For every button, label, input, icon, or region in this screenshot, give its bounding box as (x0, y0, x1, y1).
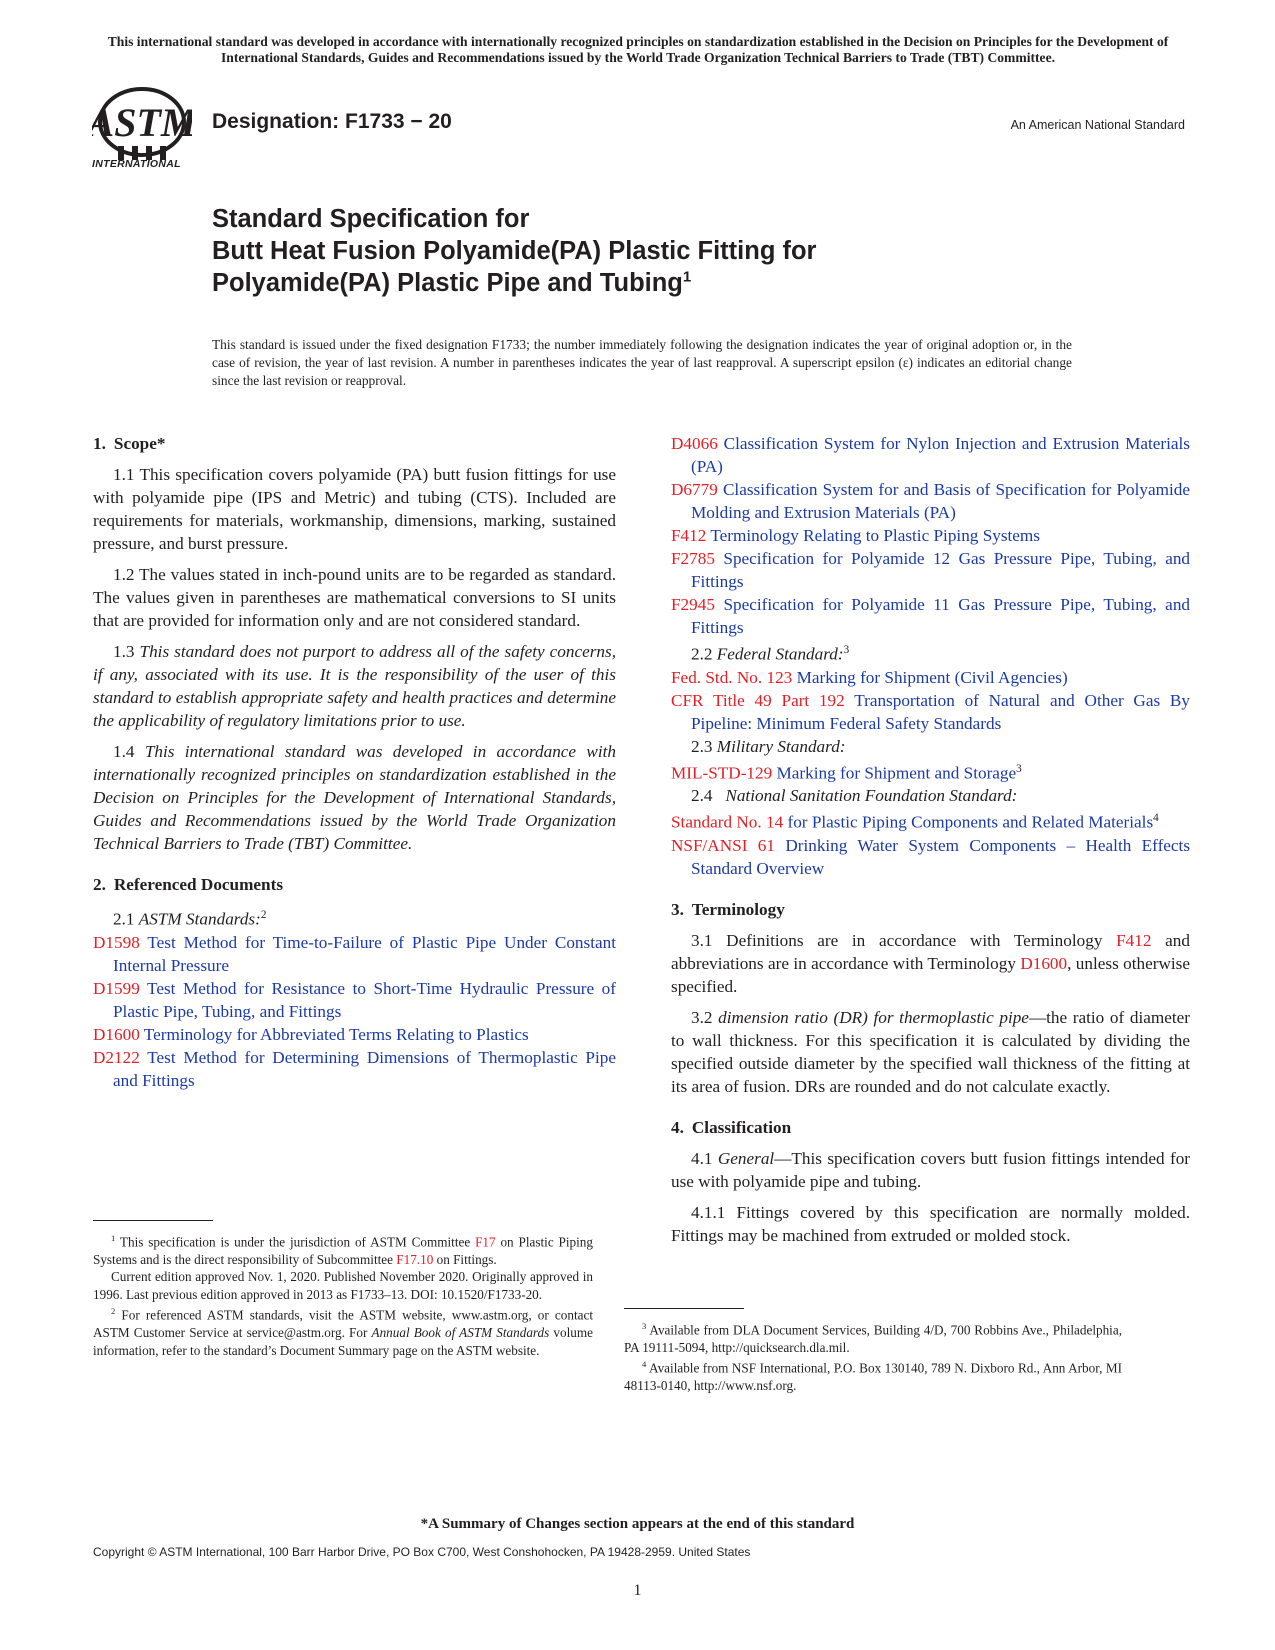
reference-code[interactable]: D6779 (671, 480, 718, 499)
reference-item (671, 432, 1190, 478)
reference-code[interactable]: D4066 (671, 434, 718, 453)
section-heading-refdocs (93, 873, 616, 896)
footnote-ref[interactable]: 4 (1153, 812, 1159, 825)
section-number: 3. (671, 900, 684, 920)
document-title (212, 203, 816, 299)
reference-code[interactable]: D1599 (93, 978, 140, 998)
issued-note: This standard is issued under the fixed designation F1733; the number immediately following the designation indicates the year of original adoption or, in the case of revision, the year of last revision. A number in parentheses indicates the year of last reapproval. A superscript epsilon (ε) indicates an editorial change since the last revision or reapproval. (212, 337, 1072, 388)
footnote-text: Available from DLA Document Services, Building 4/D, 700 Robbins Ave., Philadelphia, PA 19111-5094, http://quicksearch.dla.mil. (624, 1322, 1122, 1355)
footnotes-right (624, 1318, 1122, 1395)
footnote-1-edition: Current edition approved Nov. 1, 2020. Published November 2020. Originally approved in 1996. Last previous edition approved in 2013 as F1733–13. DOI: 10.1520/F1733-20. (93, 1269, 593, 1302)
subcommittee-link[interactable]: F17.10 (396, 1251, 434, 1267)
reference-code[interactable]: F2785 (671, 549, 715, 568)
reference-code[interactable]: D1598 (93, 932, 140, 952)
footnote-italic: Annual Book of ASTM Standards (371, 1325, 550, 1341)
reference-title[interactable]: Specification for Polyamide 11 Gas Pressure Pipe, Tubing, and Fittings (691, 595, 1191, 637)
paragraph-4-1-1: 4.1.1 Fittings covered by this specification are normally molded. Fittings may be machined from extruded or molded stock. (671, 1203, 1190, 1246)
footnote-text: This specification is under the jurisdiction of ASTM Committee (115, 1234, 476, 1250)
reference-item (671, 478, 1190, 524)
footnote-ref[interactable]: 2 (260, 909, 267, 921)
title-line-1: Standard Specification for (212, 205, 530, 233)
footnote-ref[interactable]: 3 (1016, 762, 1022, 775)
footnote-3 (624, 1318, 1122, 1356)
reference-title[interactable]: Drinking Water System Components – Health Effects Standard Overview (691, 836, 1191, 879)
paragraph-text: —This specification covers butt fusion fittings intended for use with polyamide pipe and tubing. (671, 1149, 1191, 1192)
section-heading-classification (671, 1116, 1190, 1139)
footnote-marker: 3 (642, 1321, 647, 1331)
reference-item (671, 689, 1190, 735)
reference-code[interactable]: D2122 (93, 1047, 140, 1067)
reference-code[interactable]: CFR Title 49 Part 192 (671, 690, 845, 710)
paragraph-text: —the ratio of diameter to wall thickness. For this specification it is calculated by dividing the specified outside diameter by the specified wall thickness of the fitting at its area of fusion. DRs are rounded and do not calculate exactly. (671, 1008, 1190, 1097)
svg-text:ASTM: ASTM (92, 100, 192, 145)
top-note: This international standard was developed in accordance with internationally recognized principles on standardization established in the Decision on Principles for the Development of International Standards, Guides and Recommendations issued by the World Trade Organization Technical Barriers to Trade (TBT) Committee. (107, 34, 1169, 65)
nsf-reference-list (671, 807, 1190, 880)
footnote-ref[interactable]: 3 (843, 644, 850, 656)
footnote-text: volume information, refer to the standard’s Document Summary page on the ASTM website. (93, 1325, 593, 1358)
page-number: 1 (633, 1582, 642, 1599)
reference-code[interactable]: D1600 (93, 1024, 140, 1044)
section-title: Classification (691, 1118, 792, 1138)
section-heading-scope (93, 432, 616, 455)
summary-of-changes-note: *A Summary of Changes section appears at the end of this standard (420, 1516, 855, 1532)
defined-term: General (717, 1149, 775, 1169)
right-column (671, 432, 1190, 1255)
subsection-label: Federal Standard: (716, 644, 844, 664)
paragraph-1-4 (93, 740, 616, 855)
reference-title[interactable]: Specification for Polyamide 12 Gas Pressure Pipe, Tubing, and Fittings (691, 549, 1191, 591)
footnotes-left (93, 1230, 593, 1359)
footnote-rule-right (624, 1308, 744, 1309)
subsection-federal (691, 639, 1190, 666)
subsection-label: National Sanitation Foundation Standard: (725, 786, 1018, 806)
paragraph-1-2: 1.2 The values stated in inch-pound units are to be regarded as standard. The values given in parentheses are mathematical conversions to SI units that are provided for information only and are not considered standard. (93, 565, 616, 630)
copyright: Copyright © ASTM International, 100 Barr Harbor Drive, PO Box C700, West Conshohocken, PA 19428-2959. United States (93, 1545, 751, 1559)
paragraph-3-1 (671, 929, 1190, 998)
paragraph-1-3 (93, 640, 616, 732)
reference-code[interactable]: F412 (671, 526, 707, 545)
reference-title[interactable]: Test Method for Resistance to Short-Time Hydraulic Pressure of Plastic Pipe, Tubing, and Fittings (113, 978, 616, 1021)
paragraph-number: 3.2 (691, 1008, 713, 1028)
astm-reference-list-left (93, 931, 616, 1092)
footnote-marker: 1 (111, 1233, 116, 1243)
title-line-3 (212, 267, 816, 299)
footnote-2 (93, 1303, 593, 1359)
footnote-marker: 2 (111, 1306, 116, 1317)
subsection-number: 2.4 (691, 786, 713, 806)
reference-item (671, 807, 1190, 834)
section-number: 1. (93, 434, 106, 453)
title-line-3-text: Polyamide(PA) Plastic Pipe and Tubing (212, 269, 683, 297)
reference-title[interactable]: Terminology for Abbreviated Terms Relating to Plastics (143, 1024, 529, 1044)
federal-reference-list (671, 666, 1190, 735)
paragraph-number: 1.4 (113, 742, 135, 761)
designation: Designation: F1733 − 20 (212, 110, 452, 133)
footnote-text: Available from NSF International, P.O. Box 130140, 789 N. Dixboro Rd., Ann Arbor, MI 48113-0140, http://www.nsf.org. (624, 1360, 1122, 1394)
reference-title[interactable]: Terminology Relating to Plastic Piping Systems (710, 526, 1040, 545)
committee-link[interactable]: F17 (475, 1234, 496, 1250)
title-line-2: Butt Heat Fusion Polyamide(PA) Plastic Fitting for (212, 237, 817, 265)
paragraph-1-1: 1.1 This specification covers polyamide (PA) butt fusion fittings for use with polyamide pipe (IPS and Metric) and tubing (CTS). Included are requirements for materials, workmanship, dimensions, marking, sustained pressure, and burst pressure. (93, 465, 616, 553)
subsection-astm (113, 904, 616, 931)
reference-item (671, 524, 1190, 547)
reference-code[interactable]: MIL-STD-129 (671, 763, 773, 783)
paragraph-text: This international standard was developed in accordance with internationally recognized principles on standardization established in the Decision on Principles for the Development of International Standards, Guides and Recommendations issued by the World Trade Organization Technical Barriers to Trade (TBT) Committee. (93, 742, 616, 853)
reference-code[interactable]: Standard No. 14 (671, 813, 784, 833)
astm-logo (92, 86, 192, 174)
paragraph-number: 4.1 (691, 1149, 713, 1169)
footnote-4 (624, 1356, 1122, 1394)
reference-code[interactable]: NSF/ANSI 61 (671, 836, 775, 856)
reference-title[interactable]: Marking for Shipment (Civil Agencies) (796, 667, 1068, 687)
subsection-label: ASTM Standards: (138, 909, 261, 929)
subsection-label: Military Standard: (716, 736, 846, 756)
american-national-standard: An American National Standard (1010, 118, 1185, 132)
title-footnote-ref[interactable]: 1 (682, 268, 692, 286)
footnote-text: on Plastic Piping Systems and is the direct responsibility of Subcommittee (93, 1234, 593, 1267)
reference-title[interactable]: Transportation of Natural and Other Gas By Pipeline: Minimum Federal Safety Standards (691, 690, 1190, 733)
paragraph-number: 1.3 (113, 642, 135, 661)
footnote-marker: 4 (642, 1359, 647, 1370)
reference-link[interactable]: F412 (1116, 931, 1152, 951)
reference-title[interactable]: for Plastic Piping Components and Related Materials (787, 813, 1154, 833)
section-title: Scope* (113, 434, 166, 453)
reference-code[interactable]: Fed. Std. No. 123 (671, 667, 793, 687)
reference-title[interactable]: Marking for Shipment and Storage (776, 763, 1017, 783)
reference-title[interactable]: Classification System for Nylon Injection and Extrusion Materials (PA) (691, 434, 1190, 476)
left-column (93, 432, 616, 1092)
subsection-number: 2.3 (691, 736, 713, 756)
reference-item (93, 1046, 616, 1092)
astm-reference-list-right (671, 432, 1190, 639)
reference-link[interactable]: D1600 (1020, 954, 1068, 974)
reference-code[interactable]: F2945 (671, 595, 715, 614)
subsection-nsf (691, 784, 1190, 807)
reference-item (671, 758, 1190, 785)
reference-item (93, 931, 616, 977)
defined-term: dimension ratio (DR) for thermoplastic pipe (718, 1008, 1029, 1028)
reference-title[interactable]: Test Method for Determining Dimensions of Thermoplastic Pipe and Fittings (113, 1047, 616, 1090)
reference-item (671, 547, 1190, 593)
paragraph-3-2 (671, 1006, 1190, 1098)
footnote-1 (93, 1230, 593, 1268)
reference-item (93, 1023, 616, 1046)
reference-item (671, 666, 1190, 689)
section-title: Terminology (691, 900, 785, 920)
section-title: Referenced Documents (113, 875, 284, 894)
subsection-military (691, 735, 1190, 758)
paragraph-text: This standard does not purport to address all of the safety concerns, if any, associated with its use. It is the responsibility of the user of this standard to establish appropriate safety and health practices and determine the applicability of regulatory limitations prior to use. (93, 642, 617, 730)
logo-text: INTERNATIONAL (92, 158, 181, 170)
paragraph-text: and abbreviations are in accordance with Terminology (671, 931, 1190, 974)
footnote-rule-left (93, 1220, 213, 1221)
section-number: 2. (93, 875, 106, 894)
reference-item (93, 977, 616, 1023)
paragraph-text: , unless otherwise specified. (671, 954, 1190, 997)
military-reference-list (671, 758, 1190, 785)
reference-title[interactable]: Test Method for Time-to-Failure of Plastic Pipe Under Constant Internal Pressure (113, 932, 616, 975)
footnote-text: For referenced ASTM standards, visit the ASTM website, www.astm.org, or contact ASTM Customer Service at service@astm.org. For (93, 1307, 593, 1341)
footnote-text: on Fittings. (433, 1251, 497, 1267)
reference-item (671, 834, 1190, 880)
paragraph-text: 3.1 Definitions are in accordance with Terminology (691, 931, 1117, 951)
paragraph-4-1 (671, 1147, 1190, 1193)
reference-title[interactable]: Classification System for and Basis of Specification for Polyamide Molding and Extrusion Materials (PA) (691, 480, 1190, 522)
reference-item (671, 593, 1190, 639)
subsection-number: 2.1 (113, 909, 135, 929)
section-number: 4. (671, 1118, 684, 1138)
section-heading-terminology (671, 898, 1190, 921)
subsection-number: 2.2 (691, 644, 713, 664)
